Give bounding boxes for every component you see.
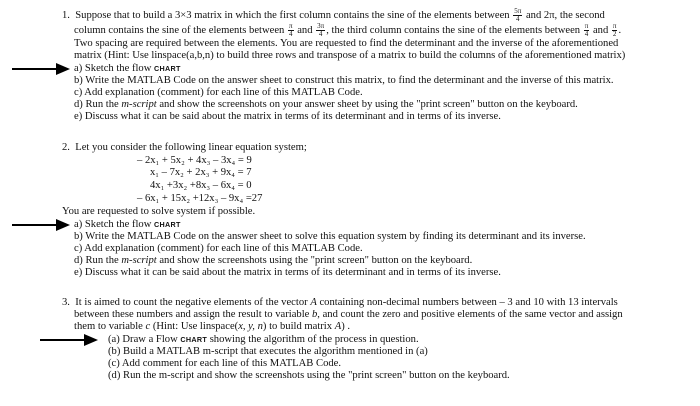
fraction-5pi-over-4: $\frac{5\pi}{4}$ [514,7,522,23]
q1-item-a: a) Sketch the flow CHART [74,63,181,74]
q2-number: 2. [62,142,70,153]
q3-item-d: (d) Run the m-script and show the screenshots using the "print screen" button on the keyboard. [108,370,510,381]
fraction-pi-over-4: $\frac{\pi}{4}$ [289,22,293,38]
q1-item-b: b) Write the MATLAB Code on the answer sheet to construct this matrix, to find the determinant and the inverse of this matrix. [74,75,614,86]
q3-line-3: them to variable c (Hint: Use linspace(x, y, n) to build matrix A) . [74,321,351,332]
q2-item-a: a) Sketch the flow CHART [74,219,181,230]
arrow-right-icon [40,334,98,346]
q2-item-c: c) Add explanation (comment) for each line of this MATLAB Code. [74,243,363,254]
chart-label: CHART [180,335,208,344]
q3-item-c: (c) Add comment for each line of this MATLAB Code. [108,358,342,369]
q2-equation-1: – 2x₁ + 5x₂ + 4x₃ – 3x₄ = 9 [137,155,252,166]
q1-line-2: column contains the sine of the elements between $\frac{\pi}{4}$ and $\frac{3\pi}{4}$ , the third column contains the sine of the elements between $\frac{\pi}{4}$ and $\frac{\pi}{2}$ . [74,22,622,38]
fraction-pi-over-4: $\frac{\pi}{4}$ [584,22,589,38]
q1-item-e: e) Discuss what it can be said about the matrix in terms of its determinant and in terms of its inverse. [74,111,501,122]
q2-item-e: e) Discuss what it can be said about the matrix in terms of its determinant and in terms of its inverse. [74,267,501,278]
q2-request: You are requested to solve system if possible. [62,206,256,217]
q1-line-3: Two spacing are required between the elements. You are requested to find the determinant and the inverse of the aforementioned [74,38,619,49]
q2-item-b: b) Write the MATLAB Code on the answer sheet to solve this equation system by finding its determinant and its inverse. [74,231,586,242]
q3-item-b: (b) Build a MATLAB m-script that executes the algorithm mentioned in (a) [108,346,428,357]
q1-item-d: d) Run the m-script and show the screenshots on your answer sheet by using the "print screen" button on the keyboard. [74,99,578,110]
q3-line-1: 3. It is aimed to count the negative elements of the vector A containing non-decimal numbers between – 3 and 10 with 13 intervals [62,297,618,308]
q1-item-c: c) Add explanation (comment) for each line of this MATLAB Code. [74,87,363,98]
q1-line-4: matrix (Hint: Use linspace(a,b,n) to build three rows and transpose of a matrix to build the columns of the aforementioned matrix) [74,50,626,61]
fraction-3pi-over-4: $\frac{3\pi}{4}$ [317,22,325,38]
q1-number: 1. [62,9,70,21]
q2-intro: 2. Let you consider the following linear equation system; [62,142,307,153]
q2-item-d: d) Run the m-script and show the screenshots using the "print screen" button on the keyboard. [74,255,473,266]
chart-label: CHART [154,220,181,229]
arrow-right-icon [12,219,70,231]
fraction-pi-over-2: $\frac{\pi}{2}$ [612,22,617,38]
q2-equation-2: x₁ – 7x₂ + 2x₃ + 9x₄ = 7 [150,167,252,178]
q1-line-1: 1. Suppose that to build a 3×3 matrix in which the first column contains the sine of the elements between $\frac{5\pi}{4}$ and 2π, the second [62,7,605,23]
q3-item-a: (a) Draw a Flow CHART showing the algorithm of the process in question. [108,334,419,345]
q2-equation-3: 4x₁ +3x₂ +8x₃ – 6x₄ = 0 [150,180,252,191]
chart-label: CHART [154,64,181,73]
q2-equation-4: – 6x₁ + 15x₂ +12x₃ – 9x₄ =27 [137,193,263,204]
arrow-right-icon [12,63,70,75]
q3-line-2: between these numbers and assign the result to variable b, and count the zero and positive elements of the same vector and assign [74,309,623,320]
q3-number: 3. [62,297,70,308]
